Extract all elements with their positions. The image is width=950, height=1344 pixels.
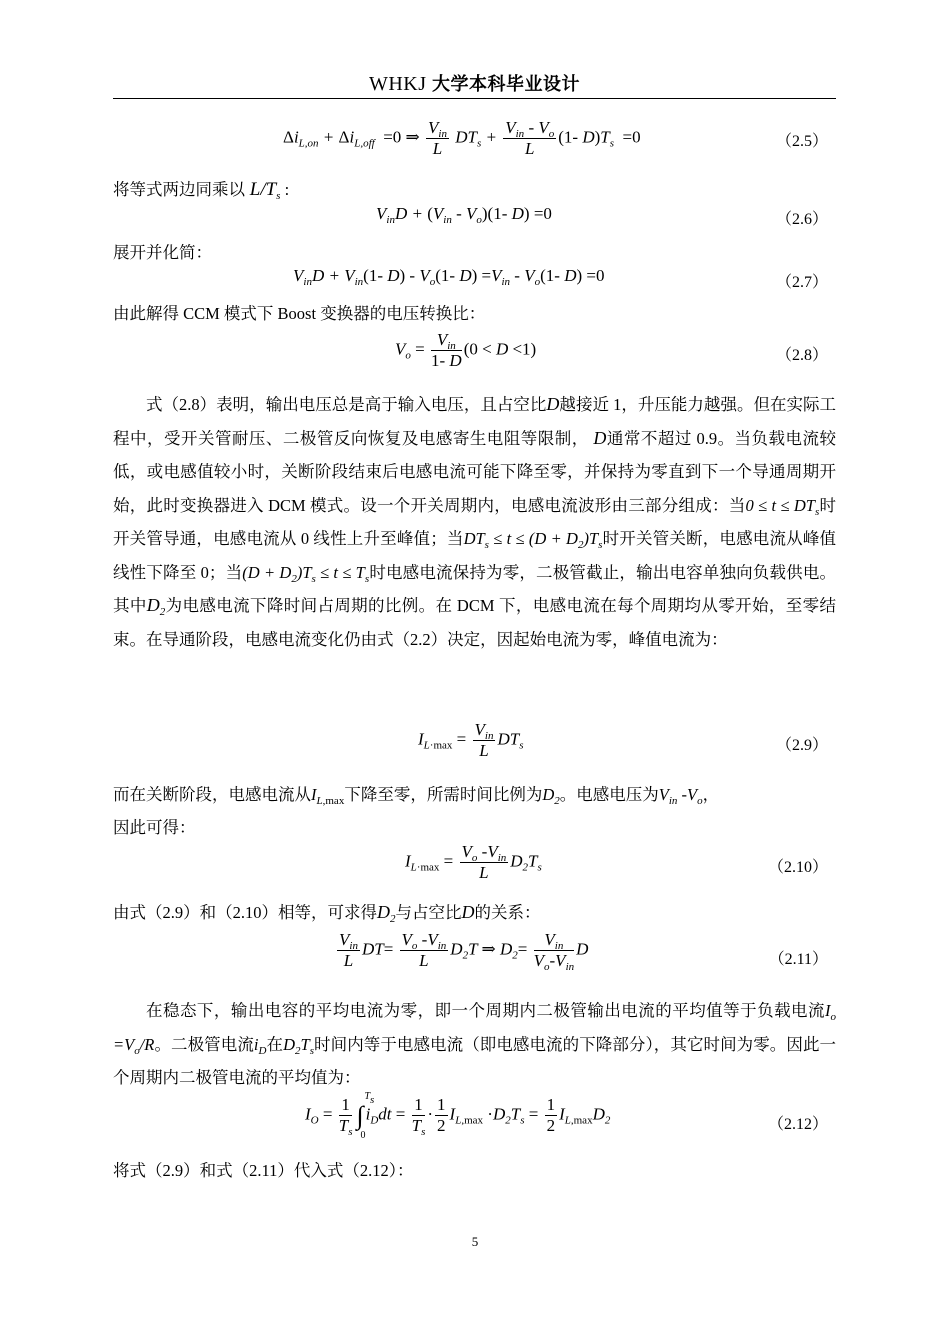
text-line: 将等式两边同乘以 $L/T_s$ : <box>113 179 290 202</box>
header-code: WHKJ <box>368 73 427 95</box>
equation-number: （2.6） <box>775 211 828 228</box>
text-line: 将式（2.9）和式（2.11）代入式（2.12）： <box>113 1161 414 1180</box>
page-number: 5 <box>471 1234 479 1249</box>
header-school: 大学本科毕业设计 <box>432 74 581 95</box>
equation-number: （2.12） <box>767 1116 828 1133</box>
equation-2-8: $V_o$ = $\frac{V_{in}}{1- D}$ (0 < D <1) （2.8） <box>395 330 828 370</box>
equation-2-10: $I_{L\cdot max}$ = $\frac{V_o -V_{in}}{L}$ $D_2T_s$ （2.10） <box>405 842 828 882</box>
paragraph-dcm: 式（2.8）表明，输出电压总是高于输入电压，且占空比D越接近 1，升压能力越强。但在实际工程中，受开关管耐压、二极管反向恢复及电感寄生电阻等限制， D通常不超过 0.9。当负载电流较低，或电感值较小时，关断阶段结束后电感电流可能下降至零，并保持为零直到下一个导通周期开始，此时变换器进入 DCM 模式。设一个开关周期内，电感电流波形由三部分组成：当$0 \le t \le DT_s$时开关管导通，电感电流从 0 线性上升至峰值；当$DT_s \le t \le (D + D_2)T_s$时开关管关断，电感电流从峰值线性下降至 0；当$(D + D_2)T_s \le t \le T_s$时电感电流保持为零，二极管截止，输出电容单独向负载供电。其中$D_2$为电感电流下降时间占周期的比例。在 DCM 下，电感电流在每个周期均从零开始，至零结束。在导通阶段，电感电流变化仍由式（2.2）决定，因起始电流为零，峰值电流为： <box>113 394 837 649</box>
header-rule <box>113 98 836 99</box>
equation-2-6: $V_{in}D + (V_{in} - V_o)(1-$ D) =0 （2.6） <box>376 204 828 228</box>
equation-number: （2.8） <box>775 347 828 364</box>
equation-number: （2.9） <box>775 737 828 754</box>
equation-2-9: $I_{L\cdot max}$ = $\frac{V_{in}}{L}$ $DT_s$ （2.9） <box>418 720 828 760</box>
equation-2-5: $\Delta i_{L,on} + \Delta i_{L,off} =0$ ⇒ $\frac{V_{in}}{L}$ $DT_s$ + $\frac{V_{in} - V_o}{L}$ (1- $D)T_s =0$ （2.5） <box>283 118 828 158</box>
paragraph-diode-current: 在稳态下，输出电容的平均电流为零，即一个周期内二极管输出电流的平均值等于负载电流$I_o =V_o/R$。二极管电流$i_D$在$D_2T_s$时间内等于电感电流（即电感电流的下降部分），其它时间为零。因此一个周期内二极管电流的平均值为： <box>113 1001 837 1087</box>
text-line: 因此可得： <box>113 818 196 837</box>
text-line: 由此解得 CCM 模式下 Boost 变换器的电压转换比： <box>113 304 486 323</box>
equation-number: （2.10） <box>767 859 828 876</box>
equation-2-12: $I_O$ = $\frac{1}{T_s}$ ∫ $T_s$ 0 $i_Ddt$ = $\frac{1}{T_s}$ · $\frac{1}{2}$ $I_{L,max} \cdot D_2T_s$ = $\frac{1}{2}$ $I_{L,max}D_2$ （2.12） <box>305 1090 828 1141</box>
equation-2-7: $V_{in}D + V_{in}(1-$ $D) - V_o(1-$ $D) =V_{in} - V_o(1-$ D) =0 （2.7） <box>293 266 828 291</box>
text-line: 展开并化简： <box>113 243 212 262</box>
text-line: 而在关断阶段，电感电流从$I_{L,max}$下降至零，所需时间比例为$D_2$。电感电压为$V_{in}$ $-V_o$， <box>113 785 720 807</box>
equation-number: （2.11） <box>768 951 828 968</box>
equation-number: （2.5） <box>775 133 828 150</box>
page-header <box>113 70 836 96</box>
equation-2-11: $\frac{V_{in}}{L}$ DT= $\frac{V_o -V_{in}}{L}$ $D_2T$ ⇒ $D_2=$ $\frac{V_{in}}{V_o-V_{in}}$ D （2.11） <box>339 930 828 973</box>
text-line: 由式（2.9）和（2.10）相等，可求得$D_2$与占空比D的关系： <box>113 902 541 925</box>
equation-number: （2.7） <box>775 274 828 291</box>
